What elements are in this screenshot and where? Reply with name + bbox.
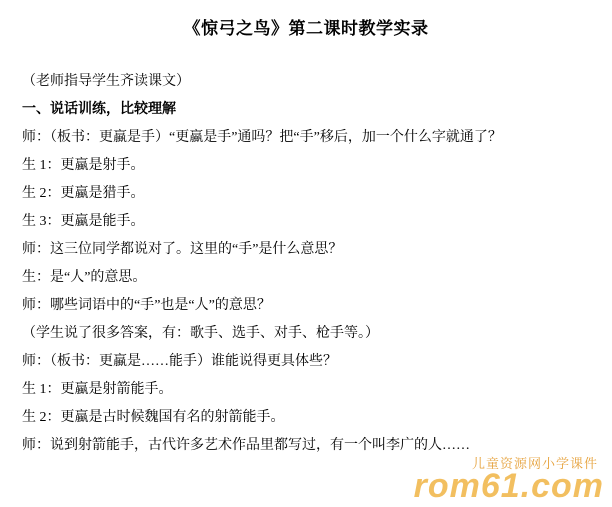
watermark (364, 453, 604, 505)
paragraph: 师：（板书：更蠃是……能手）谁能说得更具体些？ (22, 354, 337, 369)
paragraph: 生 1：更蠃是射手。 (22, 158, 145, 173)
paragraph: （学生说了很多答案，有：歌手、选手、对手、枪手等。） (22, 326, 379, 341)
paragraph: （老师指导学生齐读课文） (22, 74, 190, 89)
paragraph: 师：说到射箭能手，古代许多艺术作品里都写过，有一个叫李广的人…… (22, 438, 470, 453)
watermark-domain: rom61.com (413, 467, 604, 505)
paragraph: 生 2：更蠃是古时候魏国有名的射箭能手。 (22, 410, 285, 425)
paragraph: 师：这三位同学都说对了。这里的“手”是什么意思？ (22, 242, 343, 257)
paragraph: 生 2：更蠃是猎手。 (22, 186, 145, 201)
paragraph: 生 3：更蠃是能手。 (22, 214, 145, 229)
watermark-site-name: 儿童资源网小学课件 (471, 456, 598, 471)
document-body (22, 68, 590, 460)
title-spacer (22, 42, 590, 68)
paragraph: 生：是“人”的意思。 (22, 270, 147, 285)
paragraph: 师：哪些词语中的“手”也是“人”的意思？ (22, 298, 271, 313)
paragraph: 生 1：更蠃是射箭能手。 (22, 382, 173, 397)
section-heading: 一、说话训练，比较理解 (22, 102, 176, 117)
page-title: 《惊弓之鸟》第二课时教学实录 (183, 19, 429, 38)
paragraph: 师：（板书：更蠃是手）“更蠃是手”通吗？把“手”移后，加一个什么字就通了？ (22, 130, 502, 145)
